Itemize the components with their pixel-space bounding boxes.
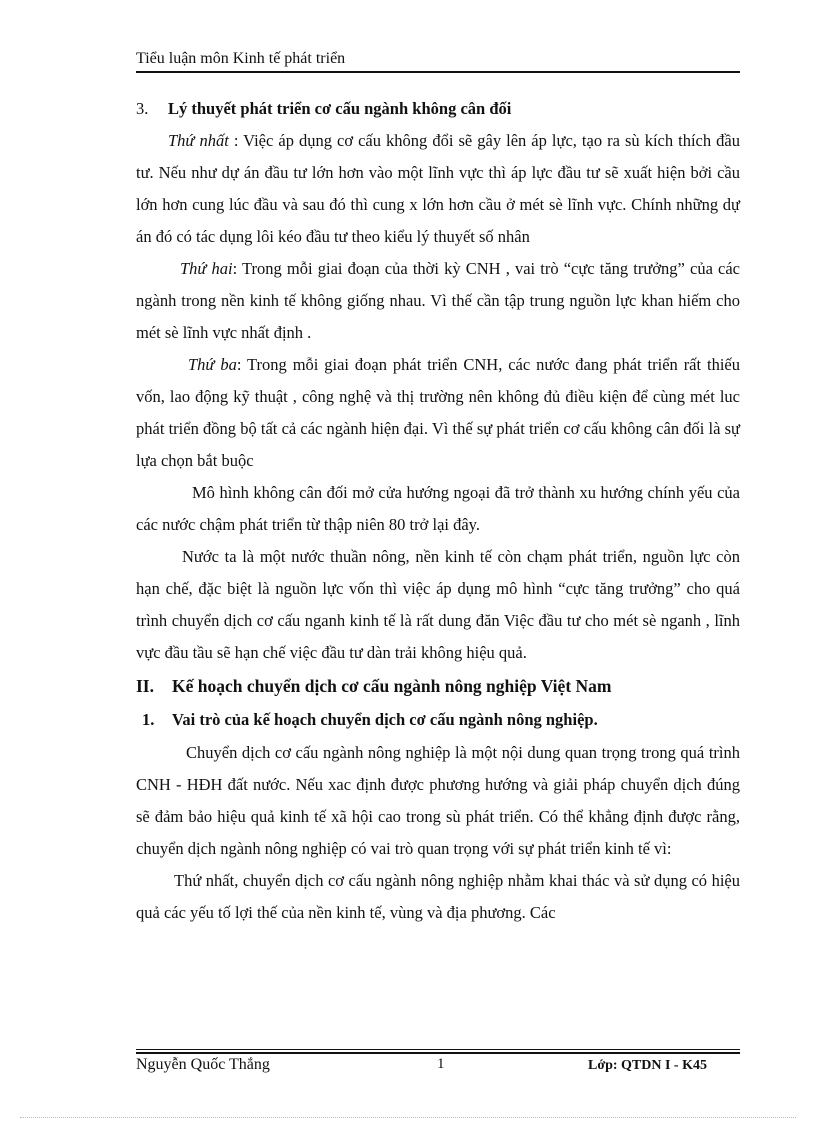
footer-rule-thick bbox=[136, 1052, 740, 1054]
paragraph-second bbox=[136, 253, 740, 349]
page-bottom-dotted-line bbox=[20, 1117, 796, 1118]
section-3-heading bbox=[136, 93, 740, 125]
footer-author: Nguyễn Quốc Thắng bbox=[136, 1056, 270, 1073]
section-number: II. bbox=[136, 676, 154, 696]
page-number: 1 bbox=[437, 1056, 445, 1072]
section-1-heading bbox=[136, 703, 740, 737]
paragraph-third bbox=[136, 349, 740, 477]
page-header: Tiểu luận môn Kinh tế phát triển bbox=[136, 50, 346, 67]
section-number: 3. bbox=[136, 99, 149, 118]
section-II-heading bbox=[136, 669, 740, 703]
paragraph-label: Thứ nhất bbox=[168, 131, 229, 150]
section-title: Kế hoạch chuyển dịch cơ cấu ngành nông nghiệp Việt Nam bbox=[172, 676, 612, 696]
paragraph-first bbox=[136, 125, 740, 253]
paragraph-text: : Trong mỗi giai đoạn phát triển CNH, các nước đang phát triển rất thiếu vốn, lao động kỹ thuật , công nghệ và thị trường nên không đủ điều kiện để cùng mét luc phát triển đồng bộ tất cả các ngành hiện đại. Vì thế sự phát triển cơ cấu không cân đối là sự lựa chọn bắt buộc bbox=[136, 355, 740, 470]
paragraph-label: Thứ hai bbox=[180, 259, 233, 278]
section-title: Lý thuyết phát triển cơ cấu ngành không cân đối bbox=[168, 99, 512, 118]
paragraph-first-role: Thứ nhất, chuyển dịch cơ cấu ngành nông nghiệp nhằm khai thác và sử dụng có hiệu quả các yếu tố lợi thế của nền kinh tế, vùng và địa phương. Các bbox=[136, 871, 740, 922]
paragraph-vietnam: Nước ta là một nước thuần nông, nền kinh tế còn chạm phát triển, nguồn lực còn hạn chế, đặc biệt là nguồn lực vốn thì việc áp dụng mô hình “cực tăng trưởng” cho quá trình chuyển dịch cơ cấu nganh kinh tế là rất dung đăn Việc đầu tư cho mét sè nganh , lĩnh vực đầu tầu sẽ hạn chế việc đầu tư dàn trải không hiệu quả. bbox=[136, 547, 740, 662]
header-rule bbox=[136, 71, 740, 73]
paragraph-role: Chuyển dịch cơ cấu ngành nông nghiệp là một nội dung quan trọng trong quá trình CNH - HĐH đất nước. Nếu xac định được phương hướng và giải pháp chuyển dịch đúng sẽ đảm bảo hiệu quả kinh tế xã hội cao trong sù phát triển. Có thể khẳng định được rằng, chuyển dịch ngành nông nghiệp có vai trò quan trọng với sự phát triển kinh tế vì: bbox=[136, 743, 740, 858]
section-number: 1. bbox=[142, 710, 155, 729]
paragraph-text: : Việc áp dụng cơ cấu không đổi sẽ gây lên áp lực, tạo ra sù kích thích đầu tư. Nếu như dự án đầu tư lớn hơn vào một lĩnh vực thì áp lực đầu tư sẽ xuất hiện bởi cầu lớn hơn cung lúc đầu và sau đó thì cung x lớn hơn cầu ở mét sè lĩnh vực. Chính những dự án đó có tác dụng lôi kéo đầu tư theo kiểu lý thuyết số nhân bbox=[136, 131, 740, 246]
page-content bbox=[136, 93, 740, 929]
paragraph-model: Mô hình không cân đối mở cửa hướng ngoại đã trở thành xu hướng chính yếu của các nước chậm phát triển từ thập niên 80 trở lại đây. bbox=[136, 483, 740, 534]
footer-class-info: Lớp: QTDN I - K45 bbox=[588, 1058, 707, 1073]
footer-rule bbox=[136, 1049, 740, 1050]
section-title: Vai trò của kế hoạch chuyển dịch cơ cấu ngành nông nghiệp. bbox=[172, 710, 598, 729]
paragraph-text: : Trong mỗi giai đoạn của thời kỳ CNH , vai trò “cực tăng trưởng” của các ngành trong nền kinh tế không giống nhau. Vì thế cần tập trung nguồn lực khan hiếm cho mét sè lĩnh vực nhất định . bbox=[136, 259, 740, 342]
paragraph-label: Thứ ba bbox=[188, 355, 237, 374]
